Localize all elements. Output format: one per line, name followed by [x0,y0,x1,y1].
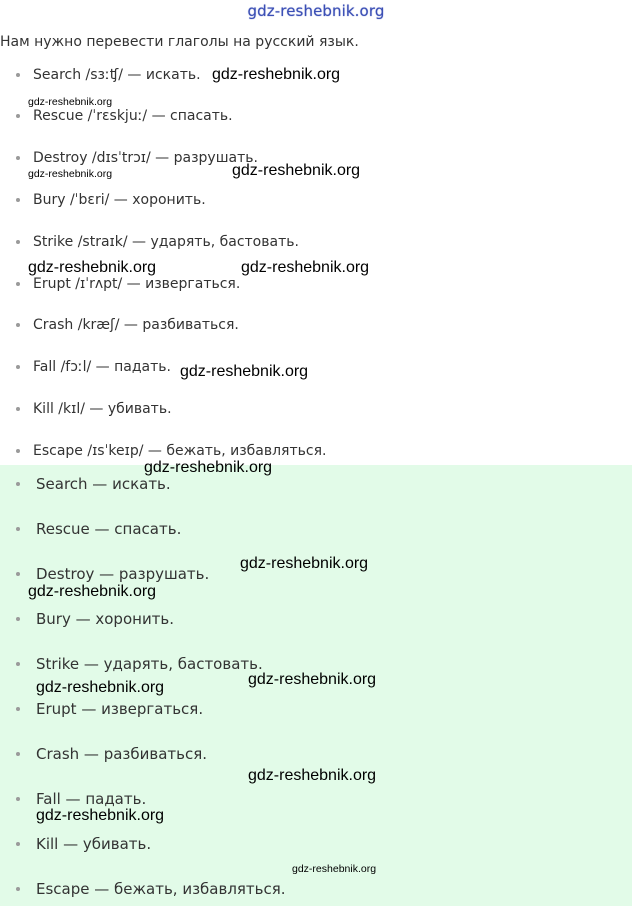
watermark: gdz-reshebnik.org [240,555,369,572]
bullet-icon [16,887,20,891]
bullet-icon [16,73,20,77]
list-item-text: Crash — разбиваться. [36,745,208,763]
site-header [0,0,632,26]
list-item-text: Fall — падать. [36,790,147,808]
watermark: gdz-reshebnik.org [248,671,377,688]
watermark: gdz-reshebnik.org [180,363,309,380]
list-item [0,231,632,253]
bullet-icon [16,752,20,756]
bullet-icon [16,527,20,531]
list-item [0,356,632,378]
list-item-text: Escape /ɪsˈkeɪp/ — бежать, избавляться. [33,443,327,459]
list-item [0,743,632,765]
watermark: gdz-reshebnik.org [36,679,165,696]
list-item-text: Fall /fɔːl/ — падать. [33,359,171,375]
site-logo[interactable]: gdz-reshebnik.org [247,2,385,20]
list-item [0,189,632,211]
bullet-icon [16,482,20,486]
watermark: gdz-reshebnik.org [28,259,157,276]
watermark: gdz-reshebnik.org [241,259,370,276]
bullet-icon [16,449,20,453]
list-item [0,105,632,127]
list-item-text: Search — искать. [36,475,171,493]
list-item [0,608,632,630]
list-item-text: Erupt /ɪˈrʌpt/ — извергаться. [33,276,241,292]
bullet-icon [16,240,20,244]
watermark: gdz-reshebnik.org [248,767,377,784]
list-item-text: Crash /kræʃ/ — разбиваться. [33,317,239,333]
list-item-text: Kill /kɪl/ — убивать. [33,401,172,417]
watermark: gdz-reshebnik.org [144,459,273,476]
list-item-text: Strike /straɪk/ — ударять, бастовать. [33,234,299,250]
list-item-text: Escape — бежать, избавляться. [36,880,286,898]
bullet-icon [16,114,20,118]
list-item [0,698,632,720]
list-item-text: Rescue — спасать. [36,520,182,538]
watermark: gdz-reshebnik.org [212,66,341,83]
list-item [0,878,632,900]
bullet-icon [16,156,20,160]
list-item [0,314,632,336]
list-item [0,440,632,462]
bullet-icon [16,282,20,286]
bullet-icon [16,323,20,327]
watermark: gdz-reshebnik.org [28,168,113,180]
list-item-text: Rescue /ˈrɛskjuː/ — спасать. [33,108,233,124]
bullet-icon [16,662,20,666]
list-item [0,518,632,540]
watermark: gdz-reshebnik.org [28,96,113,108]
list-item [0,398,632,420]
list-item-text: Bury — хоронить. [36,610,175,628]
intro-text: Нам нужно перевести глаголы на русский язык. [0,34,359,50]
bullet-icon [16,407,20,411]
list-item-text: Destroy /dɪsˈtrɔɪ/ — разрушать. [33,150,258,166]
list-item [0,473,632,495]
list-item-text: Destroy — разрушать. [36,565,210,583]
bullet-icon [16,572,20,576]
list-item-text: Kill — убивать. [36,835,152,853]
list-item [0,833,632,855]
watermark: gdz-reshebnik.org [28,583,157,600]
watermark: gdz-reshebnik.org [232,162,361,179]
list-item-text: Strike — ударять, бастовать. [36,655,263,673]
bullet-icon [16,842,20,846]
list-item-text: Search /sɜːʧ/ — искать. [33,67,201,83]
bullet-icon [16,797,20,801]
bullet-icon [16,198,20,202]
bullet-icon [16,365,20,369]
list-item-text: Bury /ˈbɛri/ — хоронить. [33,192,206,208]
bullet-icon [16,617,20,621]
watermark: gdz-reshebnik.org [36,807,165,824]
watermark: gdz-reshebnik.org [292,863,377,875]
list-item-text: Erupt — извергаться. [36,700,204,718]
bullet-icon [16,707,20,711]
